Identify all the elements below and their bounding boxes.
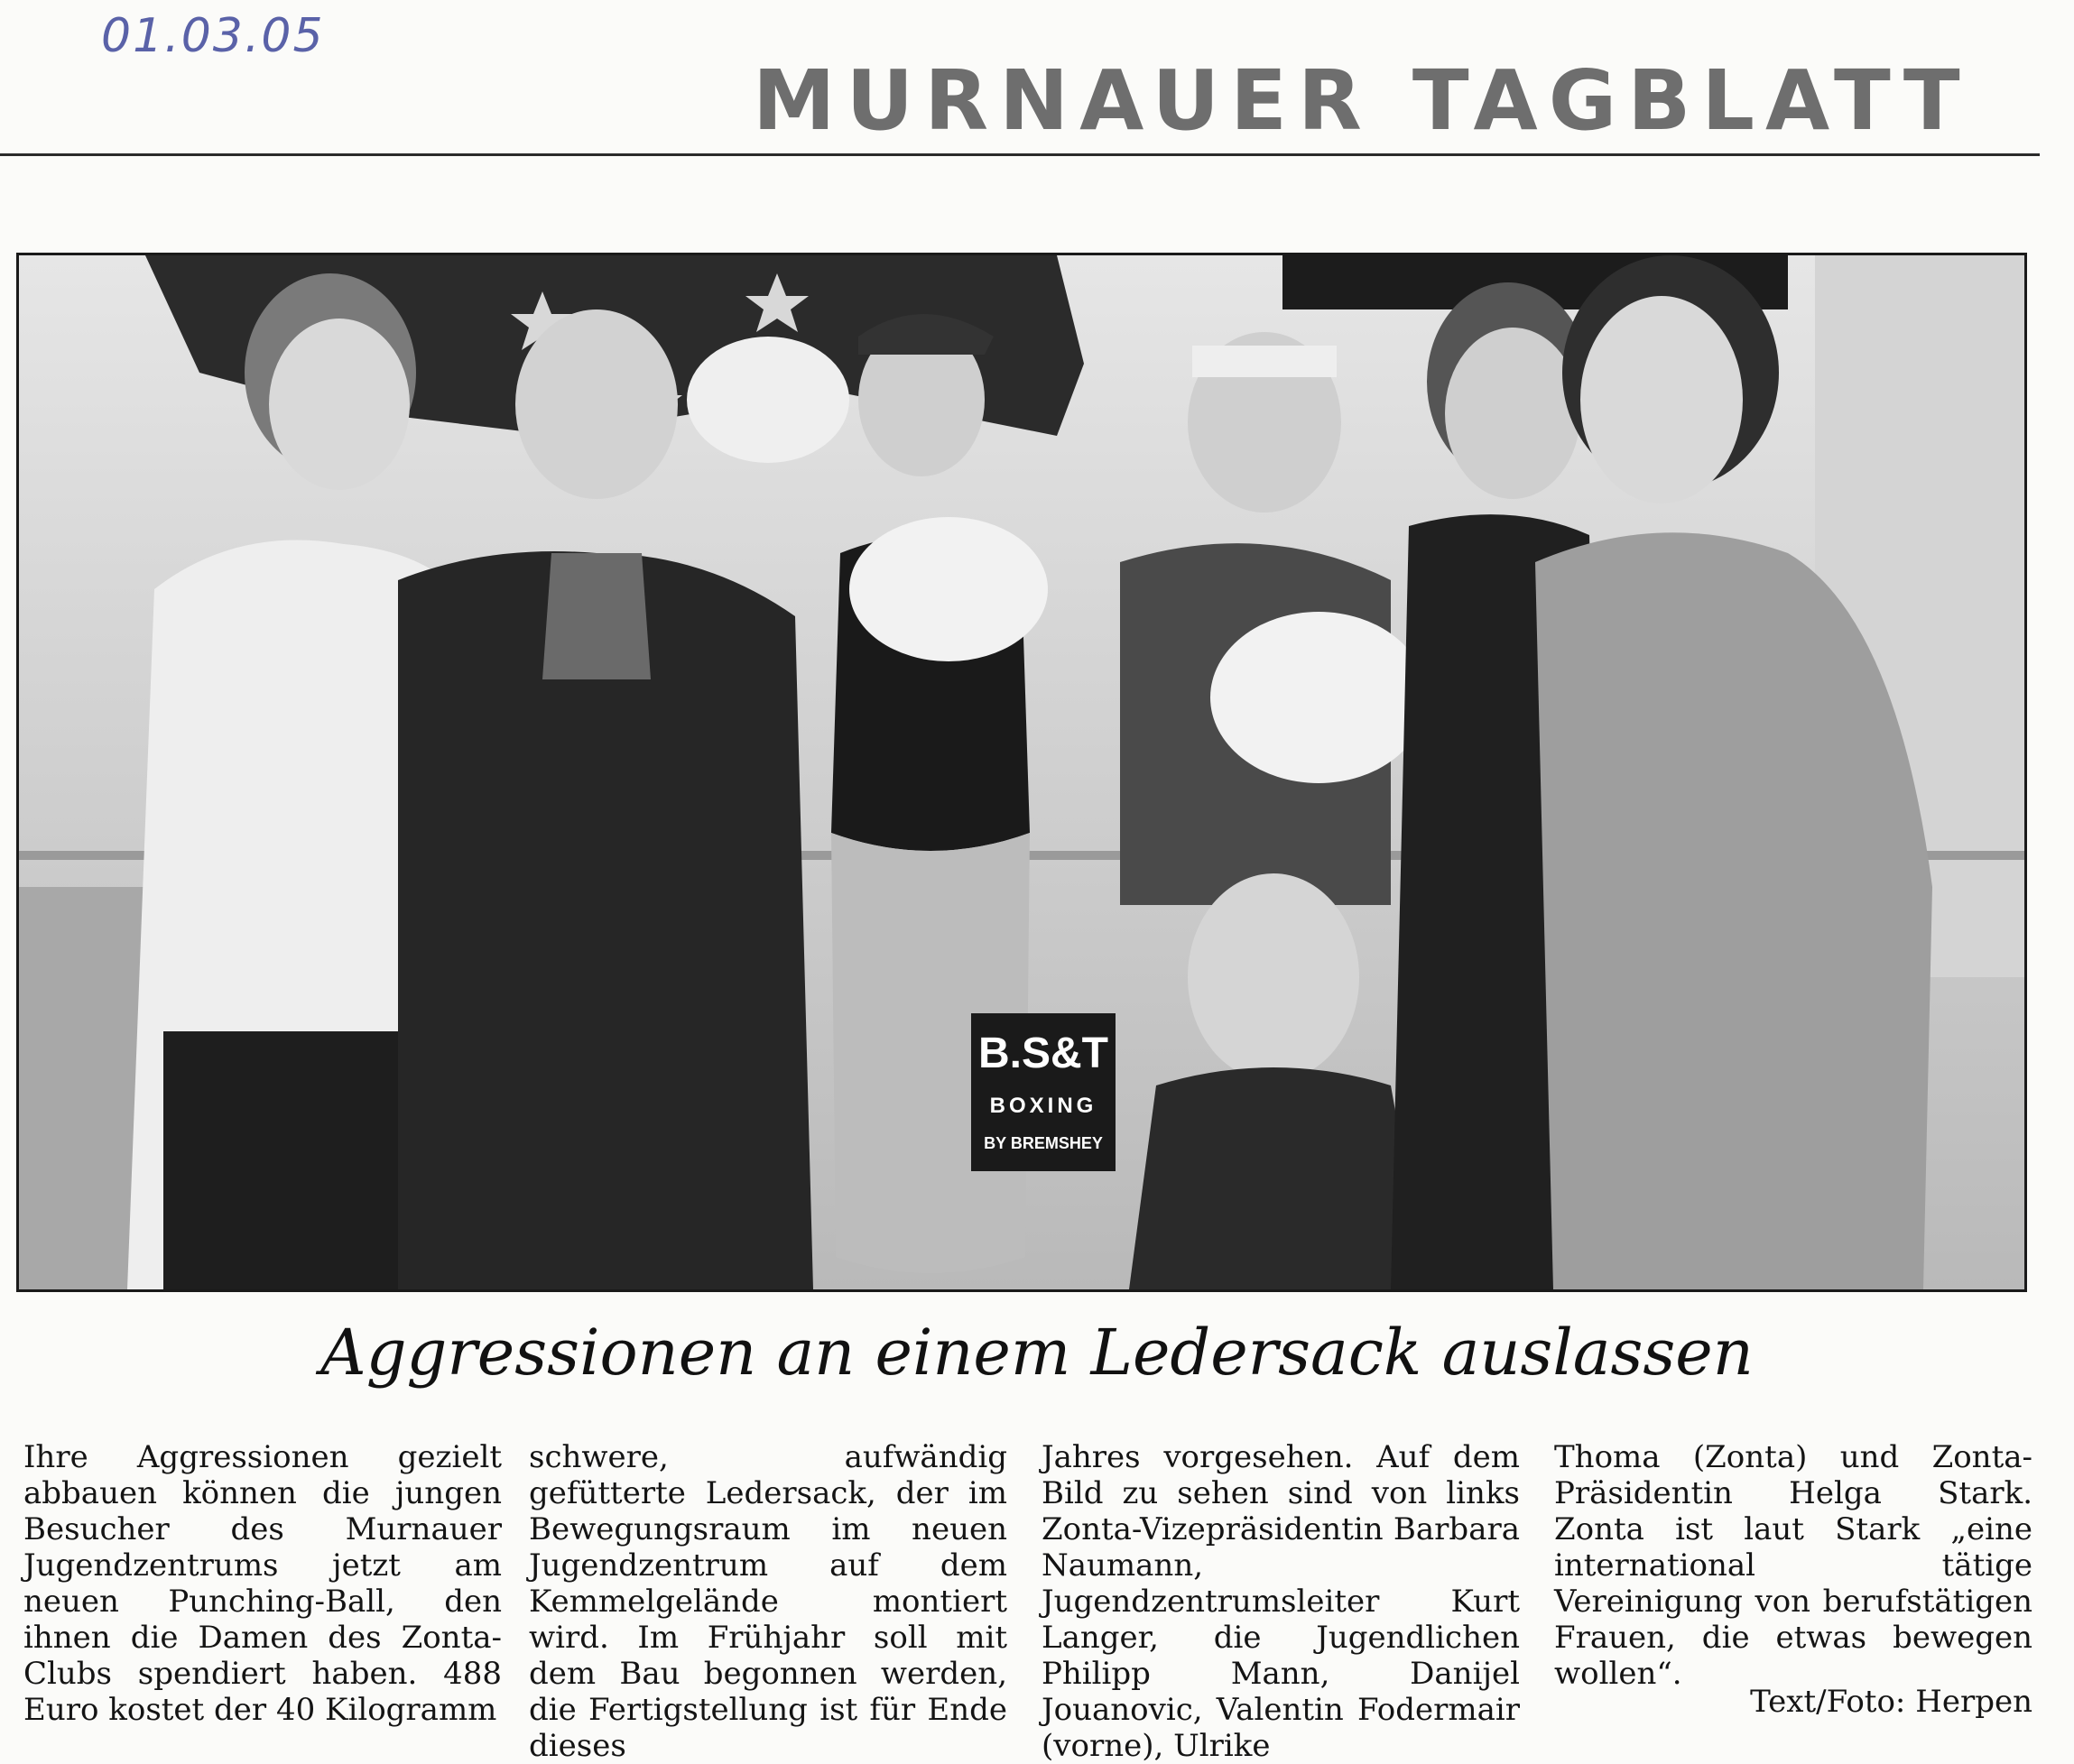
article-column-2: schwere, aufwändig gefütterte Ledersack, der im Bewegungsraum im neuen Jugendzentrum auf dem Kemmelgelände montiert wird. Im Frühjahr soll mit dem Bau begonnen werden, die Fertigstellung ist für Ende dieses (529, 1439, 1007, 1764)
article-column-3: Jahres vorgesehen. Auf dem Bild zu sehen sind von links Zonta-Vizepräsidentin Barbara Naumann, Jugendzentrumsleiter Kurt Langer, die Jugendlichen Philipp Mann, Danijel Jouanovic, Valentin Fodermair (vorne), Ulrike (1042, 1439, 1520, 1764)
article-column-1: Ihre Aggressionen gezielt abbauen können die jungen Besucher des Murnauer Jugendzentrums jetzt am neuen Punching-Ball, den ihnen die Damen des Zonta-Clubs spendiert haben. 488 Euro kostet der 40 Kilogramm (23, 1439, 502, 1728)
masthead-rule (0, 153, 2040, 156)
newspaper-masthead: MURNAUER TAGBLATT (753, 52, 1971, 149)
handwritten-date: 01.03.05 (101, 9, 325, 63)
article-headline: Aggressionen an einem Ledersack auslassen (320, 1316, 1754, 1390)
article-column-4: Thoma (Zonta) und Zonta-Präsidentin Helga Stark. Zonta ist laut Stark „eine international tätige Vereinigung von berufstätigen Frauen, die etwas bewegen wollen“. (1554, 1439, 2032, 1692)
bag-brand-line2: BOXING (989, 1094, 1097, 1118)
photo-credit: Text/Foto: Herpen (1750, 1684, 2032, 1720)
bag-brand-line1: B.S&T (978, 1030, 1108, 1077)
photo-illustration (19, 255, 2024, 1289)
bag-brand-line3: BY BREMSHEY (984, 1134, 1103, 1152)
news-photo (16, 253, 2027, 1292)
